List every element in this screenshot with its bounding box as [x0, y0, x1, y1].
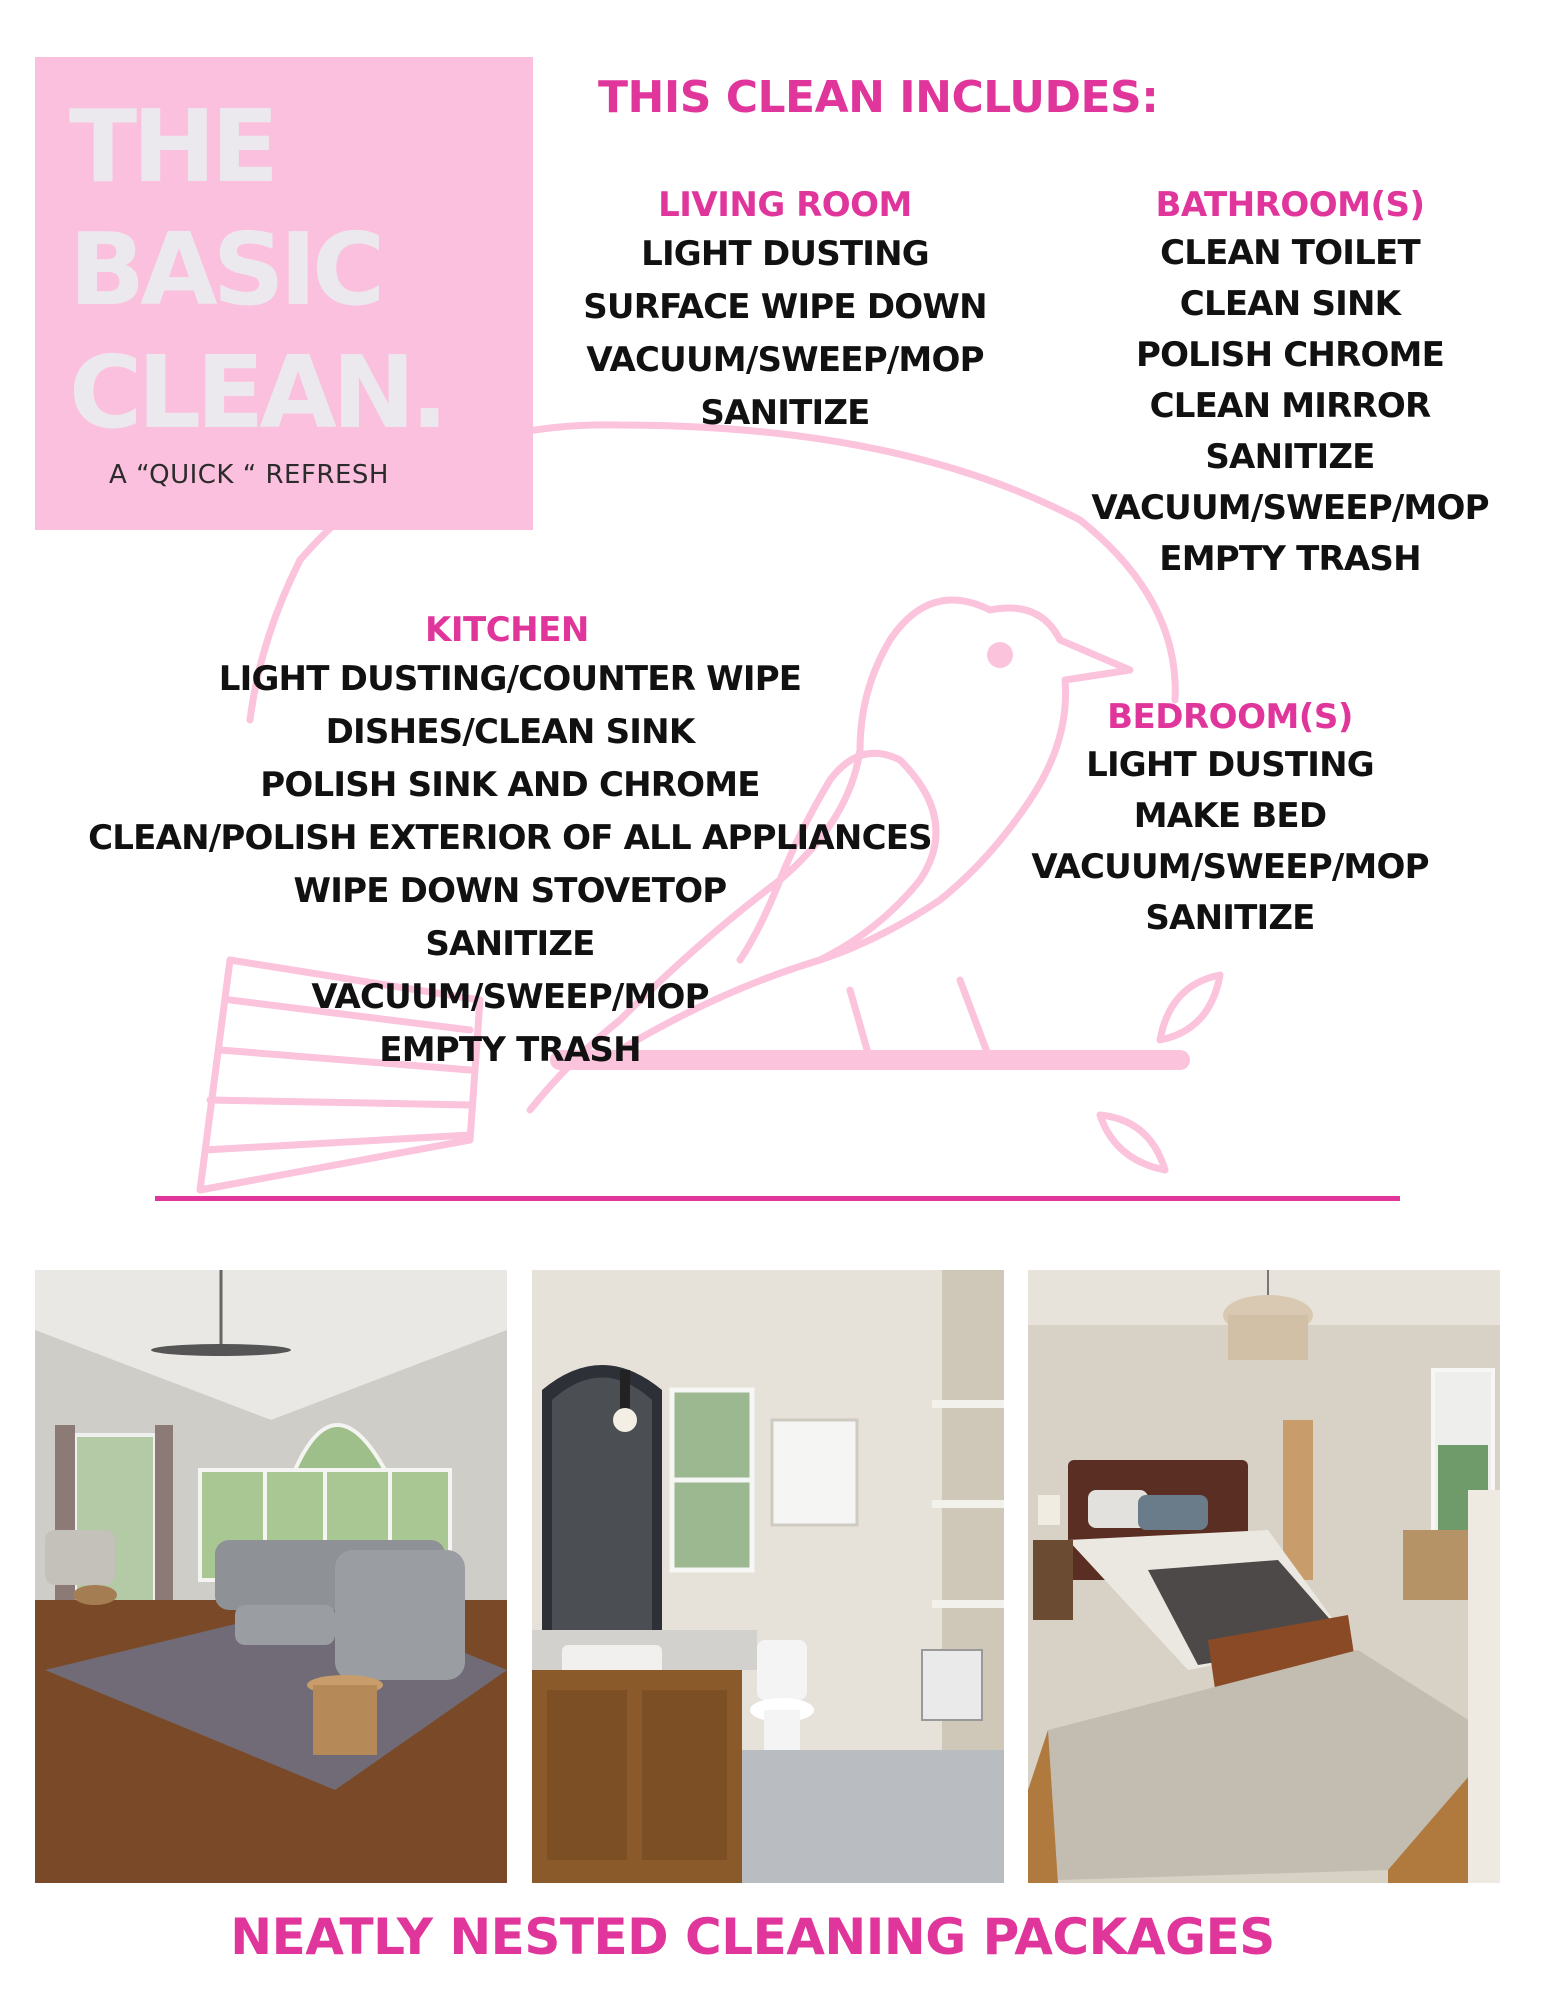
- section-title: BEDROOM(S): [1107, 697, 1353, 737]
- footer-tagline: NEATLY NESTED CLEANING PACKAGES: [230, 1908, 1275, 1966]
- task-item: WIPE DOWN STOVETOP: [293, 871, 727, 911]
- task-item: VACUUM/SWEEP/MOP: [311, 977, 709, 1017]
- task-item: EMPTY TRASH: [1159, 539, 1421, 579]
- task-item: CLEAN/POLISH EXTERIOR OF ALL APPLIANCES: [88, 818, 932, 858]
- bedroom-photo: [1028, 1270, 1500, 1883]
- section-kitchen: [60, 607, 960, 1077]
- task-item: POLISH SINK AND CHROME: [260, 765, 760, 805]
- section-living-room: [525, 182, 1045, 440]
- task-item: LIGHT DUSTING/COUNTER WIPE: [218, 659, 802, 699]
- task-item: SANITIZE: [1205, 437, 1375, 477]
- subtitle: A “QUICK “ REFRESH: [109, 460, 389, 490]
- title-line-clean: CLEAN.: [69, 334, 444, 451]
- bathroom-photo: [532, 1270, 1004, 1883]
- task-item: SURFACE WIPE DOWN: [583, 287, 987, 327]
- task-item: SANITIZE: [1145, 898, 1315, 938]
- task-item: CLEAN TOILET: [1160, 233, 1420, 273]
- section-divider: [155, 1196, 1400, 1201]
- title-line-basic: BASIC: [69, 211, 381, 328]
- task-list: [525, 228, 1045, 440]
- task-item: SANITIZE: [425, 924, 595, 964]
- task-item: VACUUM/SWEEP/MOP: [1091, 488, 1489, 528]
- title-line-the: THE: [69, 88, 275, 205]
- task-item: SANITIZE: [700, 393, 870, 433]
- section-title: LIVING ROOM: [658, 185, 912, 225]
- task-item: DISHES/CLEAN SINK: [325, 712, 695, 752]
- section-title: KITCHEN: [425, 610, 589, 650]
- task-item: LIGHT DUSTING: [1086, 745, 1374, 785]
- task-item: VACUUM/SWEEP/MOP: [586, 340, 984, 380]
- task-list: [980, 740, 1480, 944]
- section-title: BATHROOM(S): [1155, 185, 1425, 225]
- task-item: CLEAN SINK: [1179, 284, 1401, 324]
- task-item: MAKE BED: [1133, 796, 1327, 836]
- living-room-photo: [35, 1270, 507, 1883]
- task-list: [1030, 228, 1545, 585]
- task-item: VACUUM/SWEEP/MOP: [1031, 847, 1429, 887]
- task-item: POLISH CHROME: [1135, 335, 1445, 375]
- section-bedrooms: [980, 694, 1480, 944]
- task-list: [60, 653, 960, 1077]
- title-block: [35, 57, 533, 530]
- task-item: CLEAN MIRROR: [1149, 386, 1431, 426]
- section-bathrooms: [1030, 182, 1545, 585]
- includes-heading: THIS CLEAN INCLUDES:: [598, 72, 1159, 123]
- task-item: EMPTY TRASH: [379, 1030, 641, 1070]
- task-item: LIGHT DUSTING: [641, 234, 929, 274]
